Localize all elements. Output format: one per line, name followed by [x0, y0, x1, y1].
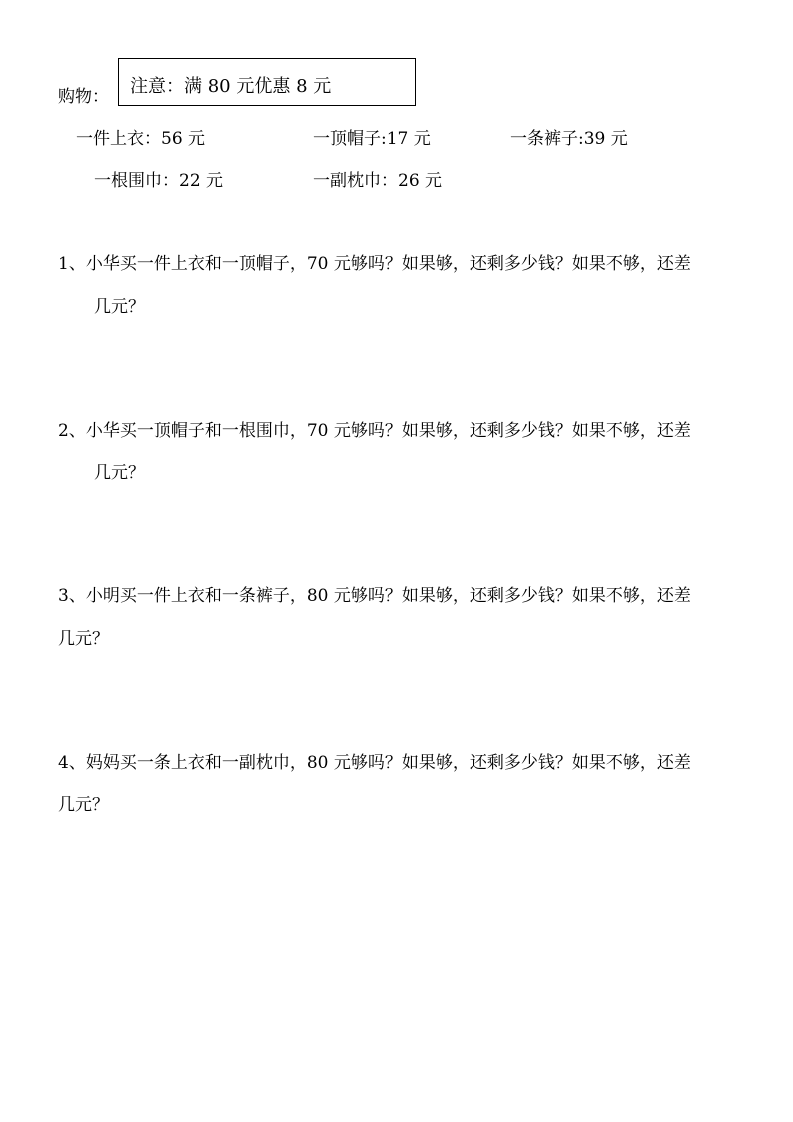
shopping-label: 购物：: [58, 87, 109, 107]
question-4-text: 4、妈妈买一条上衣和一副枕巾，80 元够吗？如果够，还剩多少钱？如果不够，还差: [58, 753, 691, 773]
price-item-pants: 一条裤子:39 元: [510, 129, 628, 149]
price-item-scarf: 一根围巾：22 元: [94, 171, 224, 191]
question-3-text: 3、小明买一件上衣和一条裤子，80 元够吗？如果够，还剩多少钱？如果不够，还差: [58, 586, 691, 606]
price-item-pillow-towel: 一副枕巾：26 元: [313, 171, 443, 191]
question-2-text: 2、小华买一顶帽子和一根围巾，70 元够吗？如果够，还剩多少钱？如果不够，还差: [58, 421, 691, 441]
question-3-continuation: 几元？: [58, 629, 109, 649]
question-4-continuation: 几元？: [58, 795, 109, 815]
notice-text: 注意：满 80 元优惠 8 元: [130, 76, 332, 97]
question-2-continuation: 几元？: [94, 463, 145, 483]
question-1-text: 1、小华买一件上衣和一顶帽子，70 元够吗？如果够，还剩多少钱？如果不够，还差: [58, 254, 691, 274]
price-item-jacket: 一件上衣：56 元: [76, 129, 206, 149]
price-item-hat: 一顶帽子:17 元: [313, 129, 431, 149]
question-1-continuation: 几元？: [94, 297, 145, 317]
